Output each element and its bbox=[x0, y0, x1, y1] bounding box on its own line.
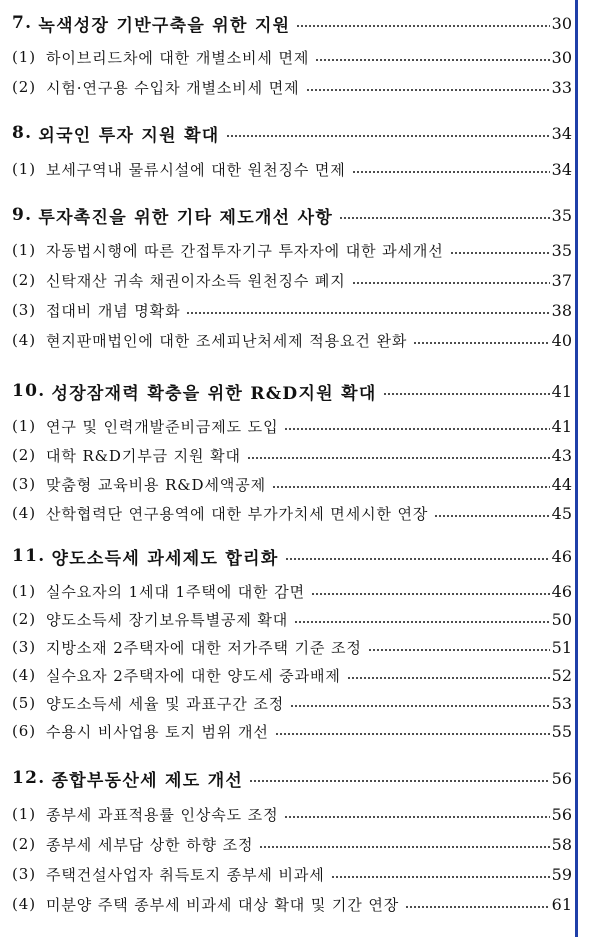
toc-entry[interactable] bbox=[12, 237, 572, 263]
page-number: 50 bbox=[551, 609, 572, 629]
dot-leader bbox=[405, 906, 549, 908]
toc-section-heading[interactable] bbox=[12, 543, 572, 569]
toc-entry[interactable] bbox=[12, 861, 572, 887]
entry-number: (4) bbox=[12, 666, 36, 684]
page-number: 34 bbox=[551, 123, 572, 143]
dot-leader bbox=[450, 252, 550, 254]
dot-leader bbox=[311, 593, 550, 595]
toc-entry[interactable] bbox=[12, 44, 572, 70]
entry-number: (1) bbox=[12, 582, 36, 600]
entry-number: (4) bbox=[12, 895, 36, 913]
toc-entry[interactable] bbox=[12, 578, 572, 604]
entry-number: (3) bbox=[12, 475, 36, 493]
entry-number: (2) bbox=[12, 610, 36, 628]
page-number: 51 bbox=[551, 637, 572, 657]
entry-number: (2) bbox=[12, 78, 36, 96]
dot-leader bbox=[368, 649, 550, 651]
dot-leader bbox=[413, 342, 549, 344]
entry-title: 종부세 과표적용률 인상속도 조정 bbox=[46, 805, 279, 824]
entry-title: 보세구역내 물류시설에 대한 원천징수 면제 bbox=[46, 160, 346, 179]
section-number: 11. bbox=[12, 546, 46, 566]
page-number: 59 bbox=[551, 864, 572, 884]
toc-entry[interactable] bbox=[12, 690, 572, 716]
toc-entry[interactable] bbox=[12, 413, 572, 439]
page-number: 30 bbox=[551, 13, 572, 33]
page-number: 41 bbox=[551, 381, 572, 401]
section-number: 7. bbox=[12, 13, 33, 33]
entry-title: 실수요자의 1세대 1주택에 대한 감면 bbox=[46, 582, 306, 601]
entry-number: (3) bbox=[12, 301, 36, 319]
entry-number: (1) bbox=[12, 805, 36, 823]
dot-leader bbox=[247, 457, 550, 459]
entry-number: (1) bbox=[12, 241, 36, 259]
dot-leader bbox=[315, 59, 549, 61]
entry-number: (1) bbox=[12, 417, 36, 435]
section-number: 12. bbox=[12, 768, 46, 788]
section-number: 9. bbox=[12, 205, 33, 225]
entry-title: 대학 R&D기부금 지원 확대 bbox=[46, 446, 241, 465]
dot-leader bbox=[284, 428, 549, 430]
entry-title: 실수요자 2주택자에 대한 양도세 중과배제 bbox=[46, 666, 341, 685]
entry-number: (4) bbox=[12, 504, 36, 522]
dot-leader bbox=[331, 876, 550, 878]
section-number: 10. bbox=[12, 381, 46, 401]
entry-title: 종부세 세부담 상한 하향 조정 bbox=[46, 835, 254, 854]
page-number: 37 bbox=[551, 270, 572, 290]
entry-number: (1) bbox=[12, 48, 36, 66]
section-title: 종합부동산세 제도 개선 bbox=[51, 770, 244, 791]
section-title: 성장잠재력 확충을 위한 R&D지원 확대 bbox=[51, 383, 377, 404]
page-number: 40 bbox=[551, 330, 572, 350]
toc-section-heading[interactable] bbox=[12, 120, 572, 146]
dot-leader bbox=[249, 780, 549, 782]
entry-title: 현지판매법인에 대한 조세피난처세제 적용요건 완화 bbox=[46, 331, 408, 350]
dot-leader bbox=[290, 705, 550, 707]
dot-leader bbox=[347, 677, 550, 679]
entry-number: (2) bbox=[12, 446, 36, 464]
page-number: 46 bbox=[551, 546, 572, 566]
toc-entry[interactable] bbox=[12, 801, 572, 827]
toc-entry[interactable] bbox=[12, 267, 572, 293]
dot-leader bbox=[306, 89, 550, 91]
entry-title: 맞춤형 교육비용 R&D세액공제 bbox=[46, 475, 266, 494]
toc-entry[interactable] bbox=[12, 500, 572, 526]
dot-leader bbox=[352, 282, 550, 284]
entry-title: 접대비 개념 명확화 bbox=[46, 301, 181, 320]
page-number: 38 bbox=[551, 300, 572, 320]
toc-section-heading[interactable] bbox=[12, 10, 572, 36]
entry-number: (2) bbox=[12, 271, 36, 289]
toc-entry[interactable] bbox=[12, 606, 572, 632]
page-number: 34 bbox=[551, 159, 572, 179]
toc-section-heading[interactable] bbox=[12, 202, 572, 228]
page-number: 61 bbox=[551, 894, 572, 914]
section-title: 외국인 투자 지원 확대 bbox=[38, 125, 220, 146]
page-number: 55 bbox=[551, 721, 572, 741]
dot-leader bbox=[383, 393, 550, 395]
page-number: 44 bbox=[551, 474, 572, 494]
page-number: 35 bbox=[551, 205, 572, 225]
page-number: 53 bbox=[551, 693, 572, 713]
entry-number: (2) bbox=[12, 835, 36, 853]
right-margin-rule bbox=[575, 0, 578, 937]
entry-title: 하이브리드차에 대한 개별소비세 면제 bbox=[46, 48, 310, 67]
toc-entry[interactable] bbox=[12, 297, 572, 323]
toc-entry[interactable] bbox=[12, 634, 572, 660]
toc-section-heading[interactable] bbox=[12, 378, 572, 404]
toc-entry[interactable] bbox=[12, 662, 572, 688]
dot-leader bbox=[272, 486, 550, 488]
toc-entry[interactable] bbox=[12, 831, 572, 857]
entry-number: (3) bbox=[12, 638, 36, 656]
entry-number: (4) bbox=[12, 331, 36, 349]
toc-entry[interactable] bbox=[12, 891, 572, 917]
dot-leader bbox=[226, 135, 550, 137]
toc-entry[interactable] bbox=[12, 471, 572, 497]
toc-section-heading[interactable] bbox=[12, 765, 572, 791]
toc-entry[interactable] bbox=[12, 442, 572, 468]
toc-entry[interactable] bbox=[12, 156, 572, 182]
section-title: 투자촉진을 위한 기타 제도개선 사항 bbox=[38, 207, 334, 228]
entry-number: (1) bbox=[12, 160, 36, 178]
page-number: 43 bbox=[551, 445, 572, 465]
page-number: 30 bbox=[551, 47, 572, 67]
page-number: 56 bbox=[551, 768, 572, 788]
dot-leader bbox=[434, 515, 549, 517]
entry-title: 수용시 비사업용 토지 범위 개선 bbox=[46, 722, 269, 741]
dot-leader bbox=[296, 25, 549, 27]
page-number: 33 bbox=[551, 77, 572, 97]
dot-leader bbox=[186, 312, 549, 314]
page-number: 45 bbox=[551, 503, 572, 523]
dot-leader bbox=[339, 217, 550, 219]
page-number: 56 bbox=[551, 804, 572, 824]
toc-entry[interactable] bbox=[12, 718, 572, 744]
entry-title: 미분양 주택 종부세 비과세 대상 확대 및 기간 연장 bbox=[46, 895, 400, 914]
section-title: 녹색성장 기반구축을 위한 지원 bbox=[38, 15, 291, 36]
page-number: 46 bbox=[551, 581, 572, 601]
dot-leader bbox=[285, 558, 550, 560]
entry-title: 연구 및 인력개발준비금제도 도입 bbox=[46, 417, 279, 436]
page-number: 58 bbox=[551, 834, 572, 854]
entry-title: 주택건설사업자 취득토지 종부세 비과세 bbox=[46, 865, 325, 884]
entry-title: 산학협력단 연구용역에 대한 부가가치세 면세시한 연장 bbox=[46, 504, 429, 523]
page-number: 41 bbox=[551, 416, 572, 436]
entry-title: 지방소재 2주택자에 대한 저가주택 기준 조정 bbox=[46, 638, 362, 657]
entry-title: 신탁재산 귀속 채권이자소득 원천징수 폐지 bbox=[46, 271, 346, 290]
dot-leader bbox=[352, 171, 550, 173]
entry-number: (3) bbox=[12, 865, 36, 883]
entry-number: (6) bbox=[12, 722, 36, 740]
entry-number: (5) bbox=[12, 694, 36, 712]
entry-title: 자동법시행에 따른 간접투자기구 투자자에 대한 과세개선 bbox=[46, 241, 444, 260]
dot-leader bbox=[294, 621, 549, 623]
page-number: 35 bbox=[551, 240, 572, 260]
dot-leader bbox=[259, 846, 549, 848]
entry-title: 양도소득세 세율 및 과표구간 조정 bbox=[46, 694, 285, 713]
toc-entry[interactable] bbox=[12, 74, 572, 100]
toc-entry[interactable] bbox=[12, 327, 572, 353]
dot-leader bbox=[275, 733, 550, 735]
page-number: 52 bbox=[551, 665, 572, 685]
entry-title: 양도소득세 장기보유특별공제 확대 bbox=[46, 610, 289, 629]
entry-title: 시험·연구용 수입차 개별소비세 면제 bbox=[46, 78, 300, 97]
section-number: 8. bbox=[12, 123, 33, 143]
dot-leader bbox=[284, 816, 549, 818]
section-title: 양도소득세 과세제도 합리화 bbox=[51, 548, 279, 569]
